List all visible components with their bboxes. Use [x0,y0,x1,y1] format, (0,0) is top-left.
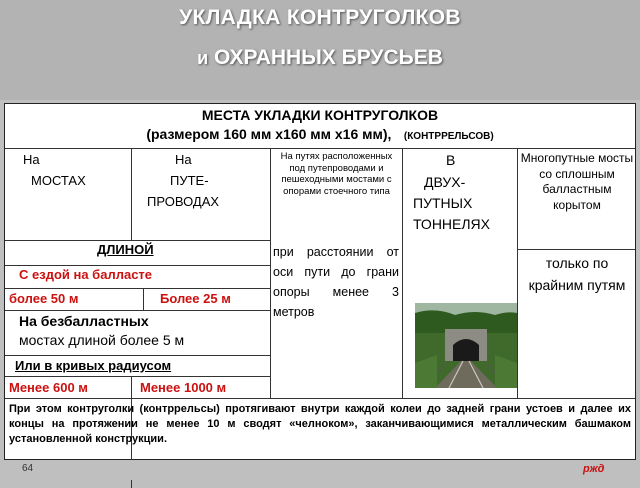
curves-bridge-radius: Менее 600 м [9,380,88,395]
col-tunnels-4: ТОННЕЛЯХ [413,216,491,232]
rzd-logo-icon [582,460,608,476]
ballastless-rest: мостах длиной более 5 м [19,332,185,348]
svg-text:ржд: ржд [583,463,605,475]
curves-label: Или в кривых радиусом [15,358,172,373]
col-overpasses-1: На [175,152,192,167]
footer-band [0,460,640,480]
col-multitrack-detail: только по крайним путям [528,255,626,293]
title-rest: ОХРАННЫХ БРУСЬЕВ [214,46,443,69]
table-heading-line1: МЕСТА УКЛАДКИ КОНТРУГОЛКОВ [201,107,439,123]
page-title-line1: УКЛАДКА КОНТРУГОЛКОВ [179,6,461,29]
contrarail-note: (КОНТРРЕЛЬСОВ) [403,131,494,142]
page-title-line2 [0,46,640,70]
col-overpasses-3: ПРОВОДАХ [147,194,220,209]
ballast-overpass-length: Более 25 м [160,291,231,306]
col-bridges-1: На [23,152,40,167]
ballast-bridge-length: более 50 м [9,291,79,306]
col-multitrack: Многопутные мосты со сплошным балластным корытом [520,151,634,212]
col-tracks-under: На путях расположенных под путепроводами и пешеходными мостами с опорами стоечного типа [280,151,393,197]
col-tunnels-3: ПУТНЫХ [413,195,473,211]
title-conjunction: и [197,48,209,68]
col-tracks-under-detail: при расстоянии от оси пути до грани опоры менее 3 метров [273,245,399,319]
col-bridges-2: МОСТАХ [31,173,86,188]
page-number: 64 [22,463,34,474]
curves-overpass-radius: Менее 1000 м [140,380,227,395]
col-overpasses-2: ПУТЕ- [170,173,209,188]
size-spec: (размером 160 мм х160 мм х16 мм), [146,126,392,142]
footnote: При этом контруголки (контррельсы) протягивают внутри каждой колеи до задней грани устоев и далее их концы на протяжении не менее 10 м сводят «челноком», заканчивающимися металлическим башмаком установленной конструкции. [9,403,631,445]
tunnel-photo [415,303,517,388]
col-tunnels-1: В [446,152,456,168]
ballastless-bold: На безбалластных [19,313,149,329]
content-table [4,103,636,460]
col-tunnels-2: ДВУХ- [424,174,466,190]
ballast-label: С ездой на балласте [19,267,153,282]
length-label: ДЛИНОЙ [97,242,154,257]
table-heading-line2 [5,126,635,144]
